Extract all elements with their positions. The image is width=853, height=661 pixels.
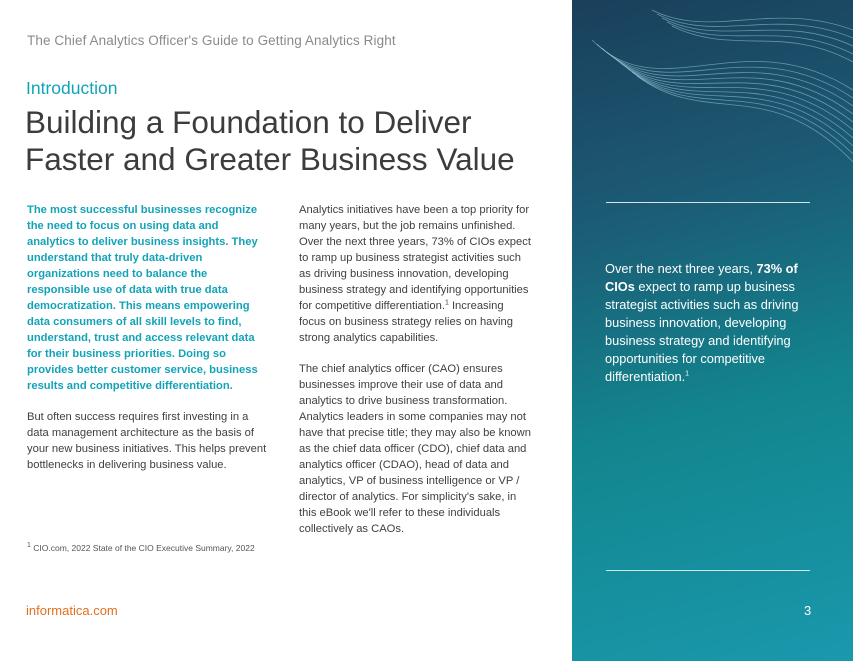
- callout-panel: [572, 0, 853, 661]
- callout-top-rule: [606, 202, 810, 203]
- wave-lines-decoration: [572, 0, 853, 200]
- body-paragraph-2: The chief analytics officer (CAO) ensures businesses improve their use of data and analytics to drive business transformation. Analytics leaders in some companies may not have that precise title; they may also be known as the chief data officer (CDO), chief data and analytics officer (CDAO), head of data and analytics, VP of business intelligence or VP / director of analytics. For simplicity's sake, in this eBook we'll refer to these individuals collectively as CAOs.: [299, 363, 531, 535]
- text-column-left: [27, 202, 267, 488]
- callout-bottom-rule: [606, 570, 810, 571]
- text-column-right: [299, 202, 531, 552]
- title-line-1: Building a Foundation to Deliver: [25, 104, 472, 140]
- body-paragraph: But often success requires first investing in a data management architecture as the basis of your new business initiatives. This helps prevent bottlenecks in delivering business value.: [27, 411, 267, 471]
- running-header: The Chief Analytics Officer's Guide to Getting Analytics Right: [27, 33, 396, 48]
- footnote-text: CIO.com, 2022 State of the CIO Executive Summary, 2022: [30, 543, 255, 553]
- body-paragraph-1-continuation: Increasing focus on business strategy relies on having strong analytics capabilities.: [299, 300, 513, 344]
- callout-quote: [605, 260, 815, 386]
- body-paragraph-1: [299, 202, 531, 346]
- lead-paragraph: The most successful businesses recognize the need to focus on using data and analytics to deliver business insights. They understand that truly data-driven organizations need to balance the responsible use of data with true data democratization. This means empowering data consumers of all skill levels to find, understand, trust and access relevant data for their business priorities. Doing so provides better customer service, business results and competitive differentiation.: [27, 204, 258, 392]
- callout-rest: expect to ramp up business strategist activities such as driving business innovation, developing business strategy and identifying opportunities for competitive differentiation.: [605, 279, 799, 384]
- footnote-marker: 1: [27, 542, 31, 550]
- footnote: [27, 543, 255, 553]
- callout-highlight: 73% of CIOs: [605, 261, 798, 294]
- page-number: 3: [804, 603, 812, 618]
- callout-intro: Over the next three years,: [605, 261, 757, 276]
- section-label: Introduction: [26, 78, 118, 98]
- page-title: [25, 104, 565, 178]
- callout-footnote-ref: 1: [685, 370, 690, 378]
- body-paragraph-1-text: Analytics initiatives have been a top priority for many years, but the job remains unfinished. Over the next three years, 73% of CIOs expect to ramp up business strategist activities such as driving business innovation, developing business strategy and identifying opportunities for competitive differentiation.: [299, 204, 531, 312]
- footer-site-link[interactable]: informatica.com: [26, 603, 118, 618]
- footnote-reference: 1: [444, 299, 449, 307]
- title-line-2: Faster and Greater Business Value: [25, 141, 515, 177]
